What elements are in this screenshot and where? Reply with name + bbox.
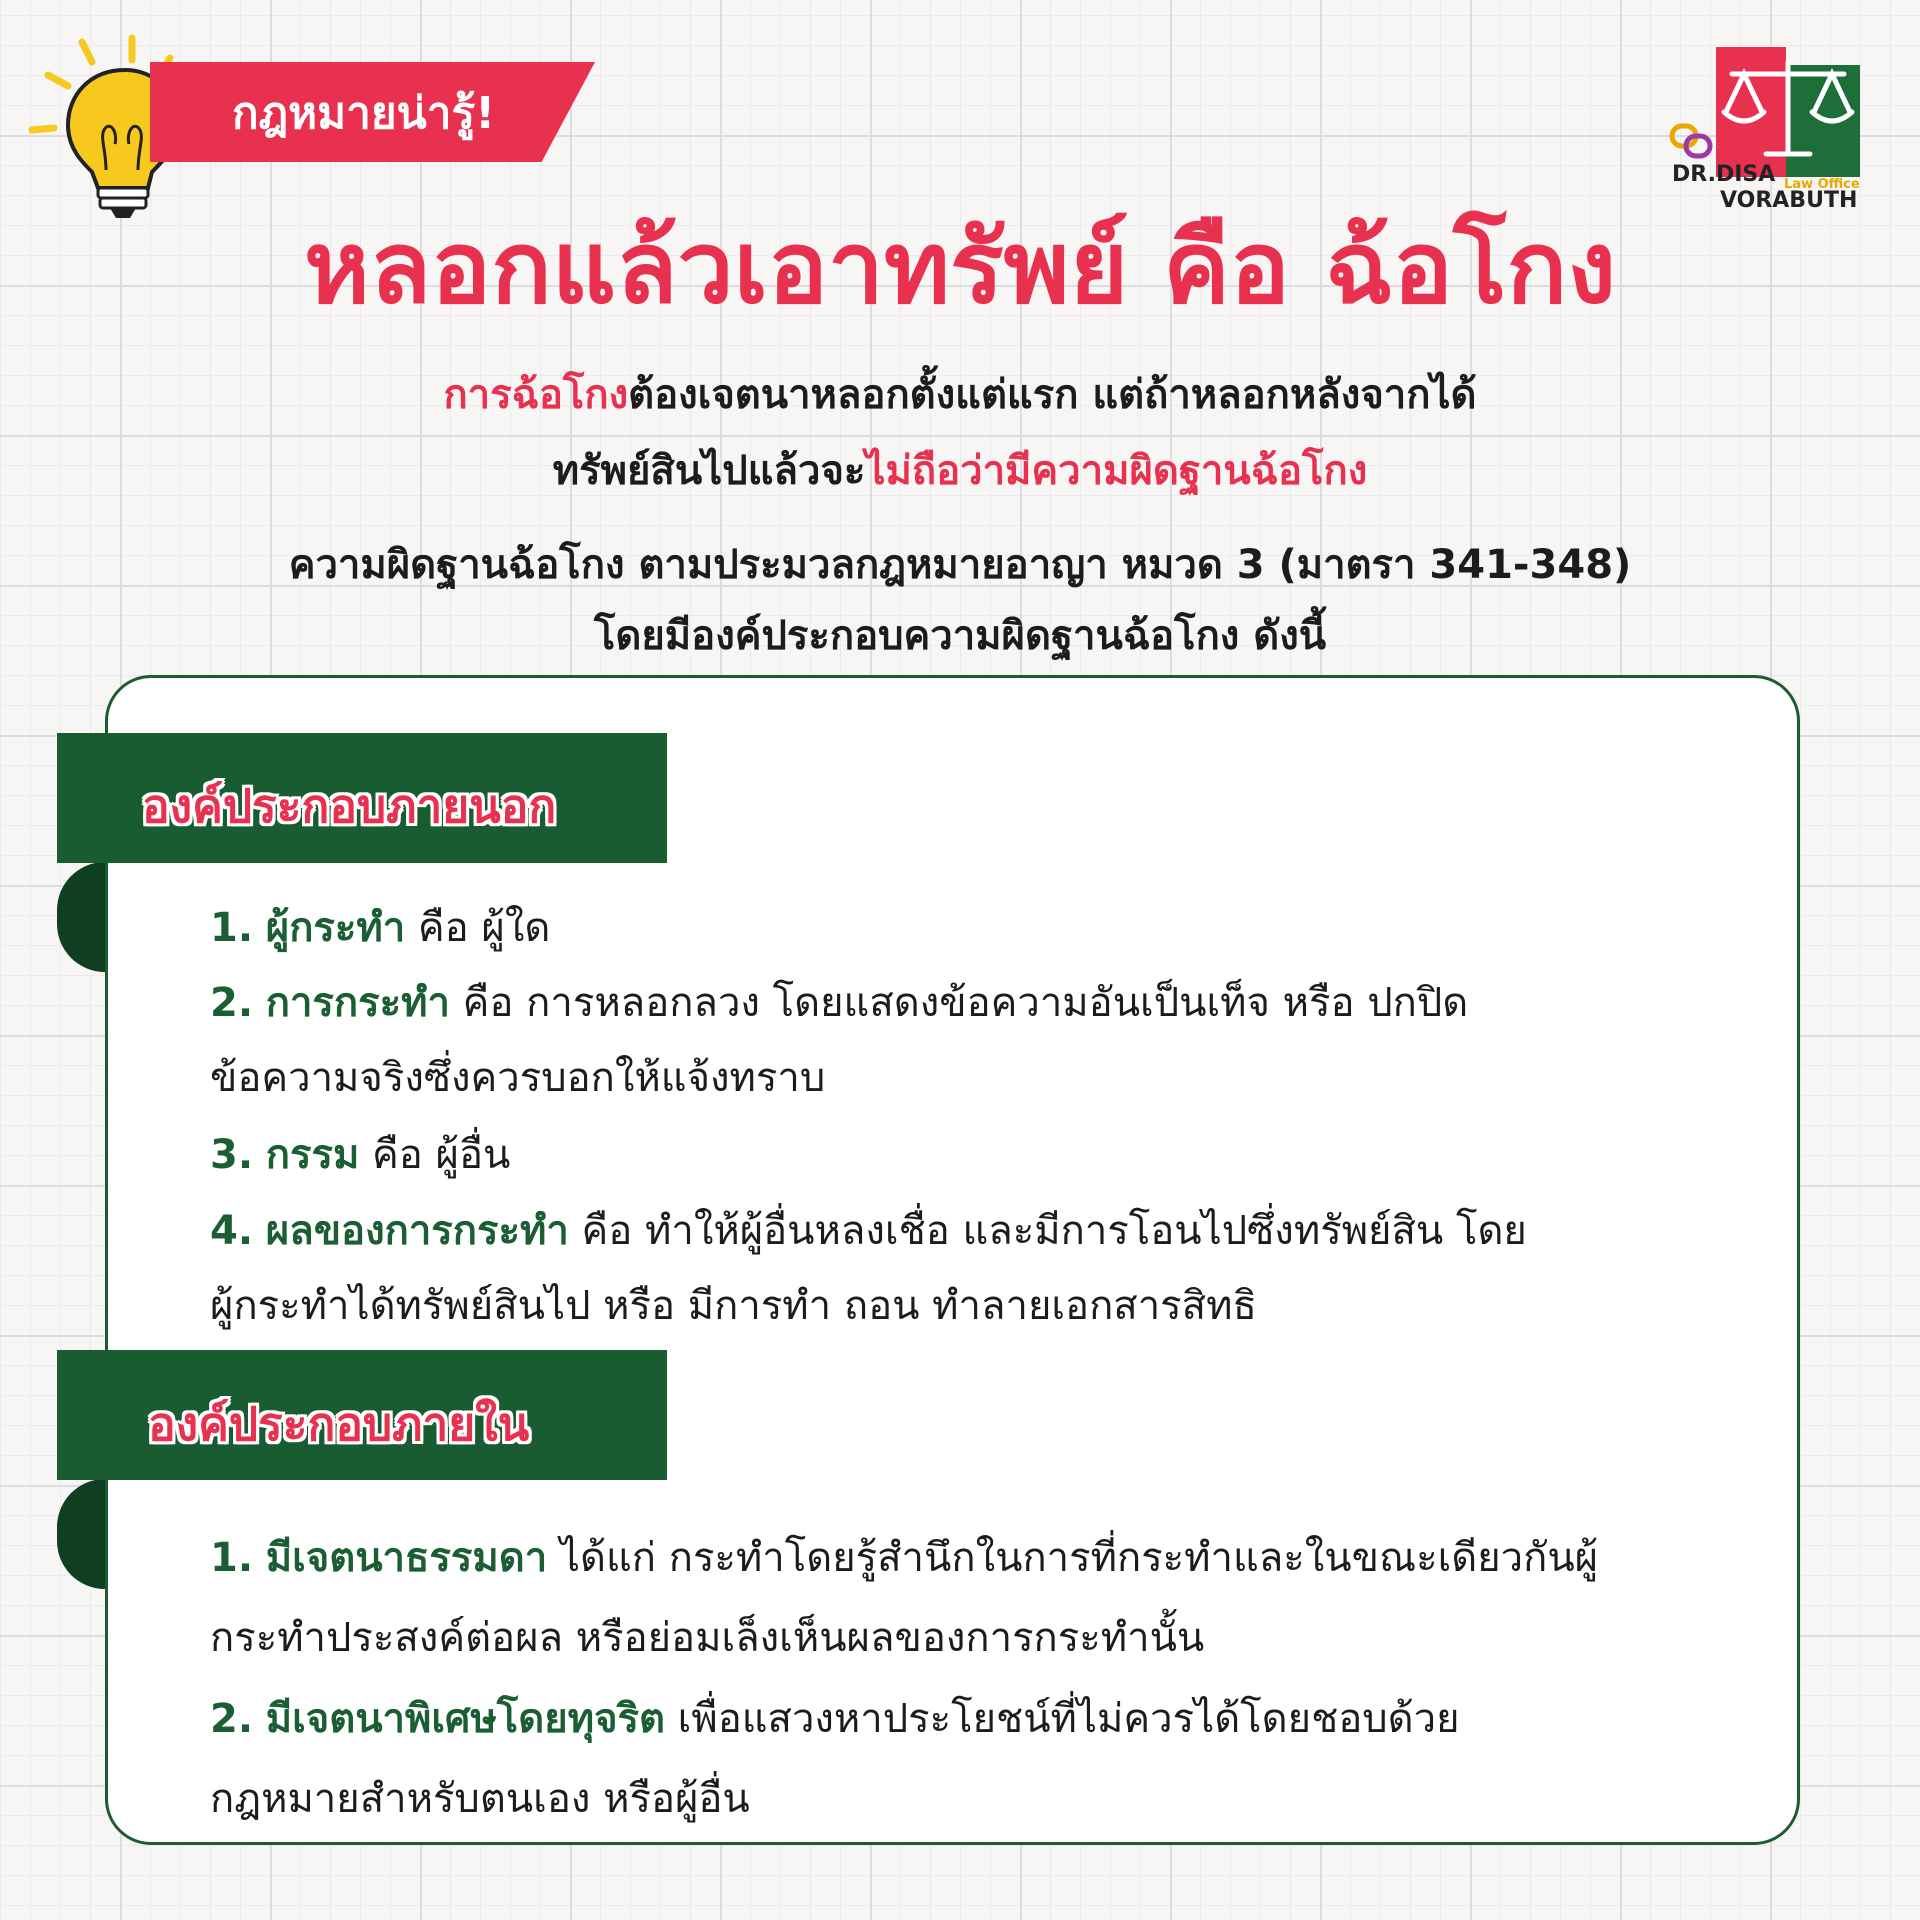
intro-text-1: ต้องเจตนาหลอกตั้งแต่แรก แต่ถ้าหลอกหลังจากได้ [628,372,1477,418]
item-term: ผู้กระทำ [265,905,406,951]
intro-line-2 [0,438,1920,502]
item-term: การกระทำ [265,980,450,1026]
logo-name: DR.DISA [1672,162,1776,187]
section-heading-internal: องค์ประกอบภายใน [148,1397,530,1451]
item-text: เพื่อแสวงหาประโยชน์ที่ไม่ควรได้โดยชอบด้วย [664,1696,1460,1742]
item-text: ได้แก่ กระทำโดยรู้สำนึกในการที่กระทำและในขณะเดียวกันผู้ [547,1535,1599,1581]
list-item [210,1198,1527,1262]
item-text: คือ ผู้ใด [405,905,551,951]
scales-of-justice-icon [1712,48,1864,176]
list-item [210,1122,510,1186]
list-item [210,895,550,959]
tag-label: กฎหมายน่ารู้! [232,88,496,139]
ribbon-fold-external [57,862,105,972]
list-item [210,1686,1460,1750]
item-number: 3. [210,1132,254,1178]
logo-surname: VORABUTH [1720,188,1858,213]
section-heading-external: องค์ประกอบภายนอก [142,779,557,833]
intro-text-2: ทรัพย์สินไปแล้วจะ [552,448,866,494]
ribbon-fold-internal [57,1479,105,1589]
law-reference-line-1: ความผิดฐานฉ้อโกง ตามประมวลกฎหมายอาญา หมวด 3 (มาตรา 341-348) [288,542,1632,588]
list-item-continuation: ข้อความจริงซึ่งควรบอกให้แจ้งทราบ [210,1055,826,1101]
item-number: 2. [210,980,254,1026]
item-number: 1. [210,1535,254,1581]
list-item [210,970,1468,1034]
list-item [210,1525,1598,1589]
chain-link-icon [1668,118,1716,163]
intro-highlight-1: การฉ้อโกง [443,372,629,418]
page-title: หลอกแล้วเอาทรัพย์ คือ ฉ้อโกง [303,209,1617,326]
item-text: คือ ทำให้ผู้อื่นหลงเชื่อ และมีการโอนไปซึ่งทรัพย์สิน โดย [568,1208,1527,1254]
list-item-continuation: ผู้กระทำได้ทรัพย์สินไป หรือ มีการทำ ถอน ทำลายเอกสารสิทธิ [210,1283,1257,1329]
item-number: 4. [210,1208,254,1254]
item-term: กรรม [265,1132,360,1178]
item-number: 1. [210,905,254,951]
item-term: มีเจตนาพิเศษโดยทุจริต [265,1696,665,1742]
item-term: มีเจตนาธรรมดา [265,1535,548,1581]
item-text: คือ ผู้อื่น [359,1132,511,1178]
intro-line-1 [0,362,1920,426]
item-number: 2. [210,1696,254,1742]
law-reference-line-2: โดยมีองค์ประกอบความผิดฐานฉ้อโกง ดังนี้ [593,613,1327,659]
list-item-continuation: กฎหมายสำหรับตนเอง หรือผู้อื่น [210,1776,750,1822]
item-text: คือ การหลอกลวง โดยแสดงข้อความอันเป็นเท็จ หรือ ปกปิด [449,980,1469,1026]
list-item-continuation: กระทำประสงค์ต่อผล หรือย่อมเล็งเห็นผลของการกระทำนั้น [210,1615,1205,1661]
intro-highlight-2: ไม่ถือว่ามีความผิดฐานฉ้อโกง [865,448,1368,494]
logo-subtitle: Law Office [1784,177,1860,192]
item-term: ผลของการกระทำ [265,1208,569,1254]
